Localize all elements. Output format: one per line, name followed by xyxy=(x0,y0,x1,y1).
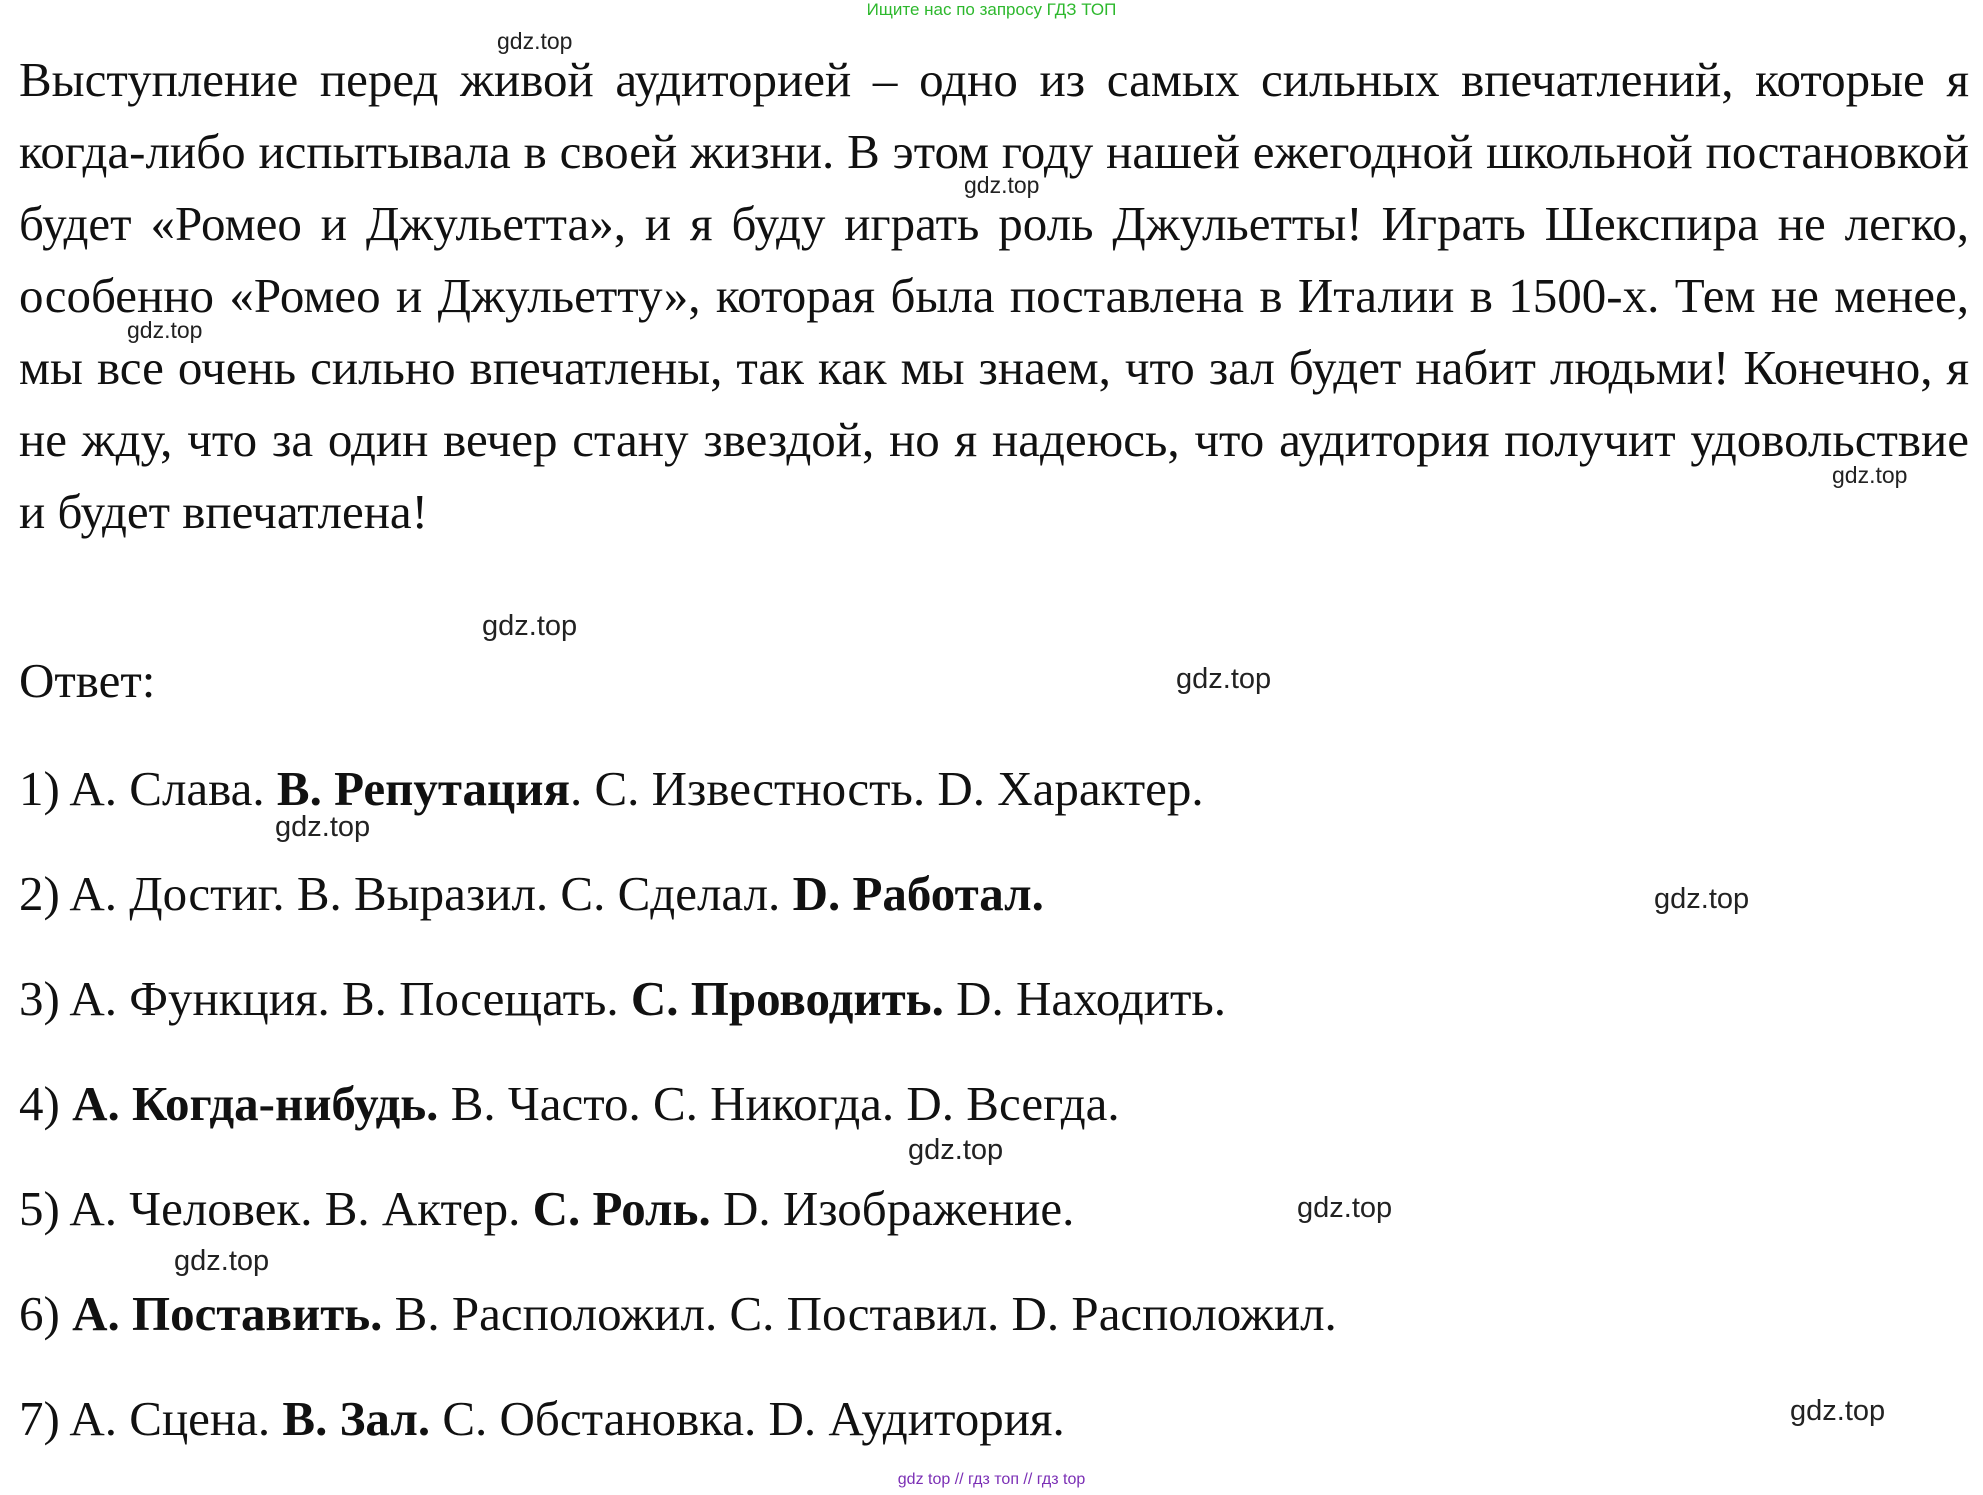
watermark: gdz.top xyxy=(1790,1395,1886,1427)
watermark: gdz.top xyxy=(174,1245,270,1277)
passage-text: Выступление перед живой аудиторией – одно из самых сильных впечатлений, которые я когда-либо испытывала в своей жизни. В этом году нашей ежегодной школьной постановкой будет «Ромео и Джульетта», и я буду играть роль Джульетты! Играть Шекспира не легко, особенно «Ромео и Джульетту», которая была поставлена в Италии в 1500-х. Тем не менее, мы все очень сильно впечатлены, так как мы знаем, что зал будет набит людьми! Конечно, я не жду, что за один вечер стану звездой, но я надеюсь, что аудитория получит удовольствие и будет впечатлена! xyxy=(19,52,1969,539)
watermark: gdz.top xyxy=(127,317,203,343)
answer-line-7: 7) A. Сцена. B. Зал. C. Обстановка. D. Аудитория. xyxy=(19,1391,1065,1446)
answer-label: Ответ: xyxy=(19,653,156,708)
answer-line-6: 6) A. Поставить. B. Расположил. C. Поставил. D. Расположил. xyxy=(19,1286,1337,1341)
watermark: gdz.top xyxy=(482,610,578,642)
watermark: gdz.top xyxy=(275,811,371,843)
top-banner: Ищите нас по запросу ГДЗ ТОП xyxy=(866,0,1117,19)
watermark: gdz.top xyxy=(1176,663,1272,695)
watermark: gdz.top xyxy=(497,28,573,54)
watermark: gdz.top xyxy=(1297,1192,1393,1224)
bottom-banner: gdz top // гдз топ // гдз top xyxy=(897,1471,1086,1488)
watermark: gdz.top xyxy=(1654,883,1750,915)
watermark: gdz.top xyxy=(908,1134,1004,1166)
answer-line-4: 4) A. Когда-нибудь. B. Часто. C. Никогда. D. Всегда. xyxy=(19,1076,1120,1131)
answer-line-3: 3) A. Функция. B. Посещать. C. Проводить. D. Находить. xyxy=(19,971,1227,1026)
answer-line-5: 5) A. Человек. B. Актер. C. Роль. D. Изображение. xyxy=(19,1181,1075,1236)
watermark: gdz.top xyxy=(1832,462,1908,488)
answer-line-1: 1) A. Слава. B. Репутация. C. Известность. D. Характер. xyxy=(19,761,1204,816)
watermark: gdz.top xyxy=(964,172,1040,198)
answer-line-2: 2) A. Достиг. B. Выразил. C. Сделал. D. Работал. xyxy=(19,866,1044,921)
